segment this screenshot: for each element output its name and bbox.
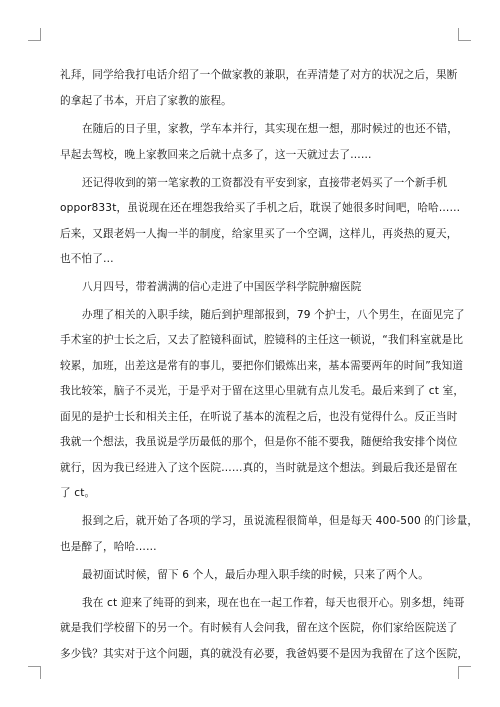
text-line: 也不怕了… xyxy=(60,253,114,265)
text-line: 就是我们学校留下的另一个。有时候有人会问我，留在这个医院，你们家给医院送了 xyxy=(60,622,458,634)
text-line: 礼拜，同学给我打电话介绍了一个做家教的兼职，在弄清楚了对方的状况之后，果断 xyxy=(60,69,458,81)
crop-mark-top-right xyxy=(458,28,471,41)
paragraph-start-line: 在随后的日子里，家教，学车本并行，其实现在想一想，那时候过的也还不错， xyxy=(82,123,459,135)
paragraph-start-line: 八月四号，带着满满的信心走进了中国医学科学院肿瘤医院 xyxy=(82,281,362,293)
crop-mark-bottom-right xyxy=(458,666,471,679)
paragraph-start-line: 我在 ct 迎来了纯哥的到来，现在也在一起工作着，每天也很开心。别多想，纯哥 xyxy=(82,597,465,609)
paragraph-start-line: 还记得收到的第一笔家教的工资都没有平安到家，直接带老妈买了一个新手机 xyxy=(82,177,448,189)
text-line: 较累，加班，出差这是常有的事儿，要把你们锻炼出来，基本需要两年的时间”我知道 xyxy=(60,360,464,372)
text-line: 也是醉了，哈哈…… xyxy=(60,541,157,553)
text-line: 我就一个想法，我虽说是学历最低的那个，但是你不能不要我，随便给我安排个岗位 xyxy=(60,436,458,448)
text-line: 早起去驾校，晚上家教回来之后就十点多了，这一天就过去了…… xyxy=(60,149,372,161)
text-line: 就行，因为我已经进入了这个医院……真的，当时就是这个想法。到最后我还是留在 xyxy=(60,462,458,474)
paragraph-start-line: 办理了相关的入职手续，随后到护理部报到，79 个护士，八个男生，在面见完了 xyxy=(82,309,465,321)
paragraph-start-line: 最初面试时候，留下 6 个人，最后办理入职手续的时候，只来了两个人。 xyxy=(82,569,429,581)
text-line: 面见的是护士长和相关主任，在听说了基本的流程之后，也没有觉得什么。反正当时 xyxy=(60,411,458,423)
text-line: 了 ct。 xyxy=(60,487,96,499)
text-line: 我比较笨，脑子不灵光，于是乎对于留在这里心里就有点儿发毛。最后来到了 ct 室， xyxy=(60,385,465,397)
crop-mark-top-left xyxy=(28,28,41,41)
text-line: 的拿起了书本，开启了家教的旅程。 xyxy=(60,95,232,107)
text-line: 手术室的护士长之后，又去了腔镜科面试，腔镜科的主任这一顿说，“我们科室就是比 xyxy=(60,334,464,346)
crop-mark-bottom-left xyxy=(28,666,41,679)
text-line: 后来，又跟老妈一人掏一半的制度，给家里买了一个空调，这样儿，再炎热的夏天， xyxy=(60,228,458,240)
paragraph-start-line: 报到之后，就开始了各项的学习，虽说流程很简单，但是每天 400-500 的门诊量， xyxy=(82,515,479,527)
text-line: 多少钱？其实对于这个问题，真的就没有必要，我爸妈要不是因为我留在了这个医院， xyxy=(60,648,469,660)
text-line: oppor833t，虽说现在还在埋怨我给买了手机之后，耽误了她很多时间吧，哈哈…… xyxy=(60,202,461,214)
